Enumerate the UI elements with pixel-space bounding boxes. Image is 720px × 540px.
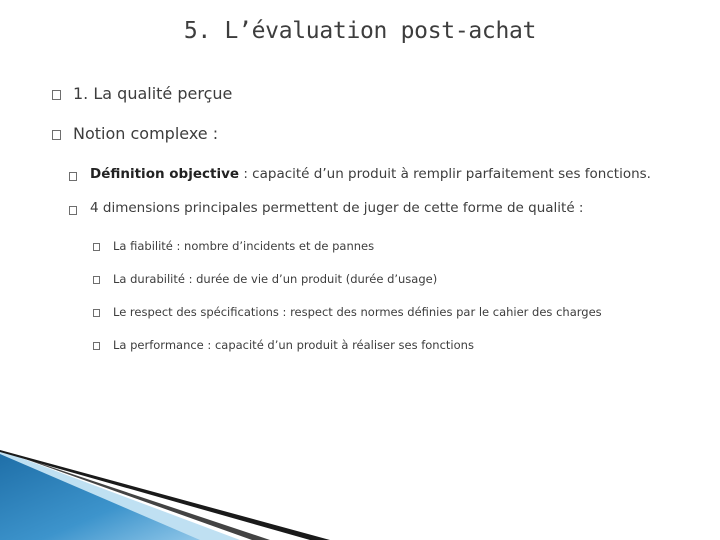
definition-term: Définition objective: [90, 166, 240, 182]
bullet-square-icon: [93, 309, 100, 317]
bullet-square-icon: [69, 172, 77, 181]
bullet-square-icon: [93, 243, 100, 251]
bullet-square-icon: [93, 342, 100, 350]
definition-text: : capacité d’un produit à remplir parfaitement ses fonctions.: [239, 166, 651, 182]
list-item: La performance : capacité d’un produit à réaliser ses fonctions: [113, 338, 474, 352]
bullet-square-icon: [93, 276, 100, 284]
list-item: Notion complexe :: [73, 124, 219, 143]
list-item: La fiabilité : nombre d’incidents et de pannes: [113, 239, 375, 253]
list-item: 4 dimensions principales permettent de juger de cette forme de qualité :: [90, 200, 584, 216]
list-item: La durabilité : durée de vie d’un produit (durée d’usage): [113, 272, 438, 286]
list-item: Le respect des spécifications : respect des normes définies par le cahier des charges: [113, 305, 602, 319]
slide-title: 5. L’évaluation post-achat: [183, 18, 537, 44]
bullet-square-icon: [69, 206, 77, 215]
list-item: [90, 166, 651, 182]
bullet-square-icon: [52, 130, 61, 140]
decorative-corner-graphic: [0, 450, 330, 540]
bullet-square-icon: [52, 90, 61, 100]
section-heading: 1. La qualité perçue: [73, 84, 233, 103]
